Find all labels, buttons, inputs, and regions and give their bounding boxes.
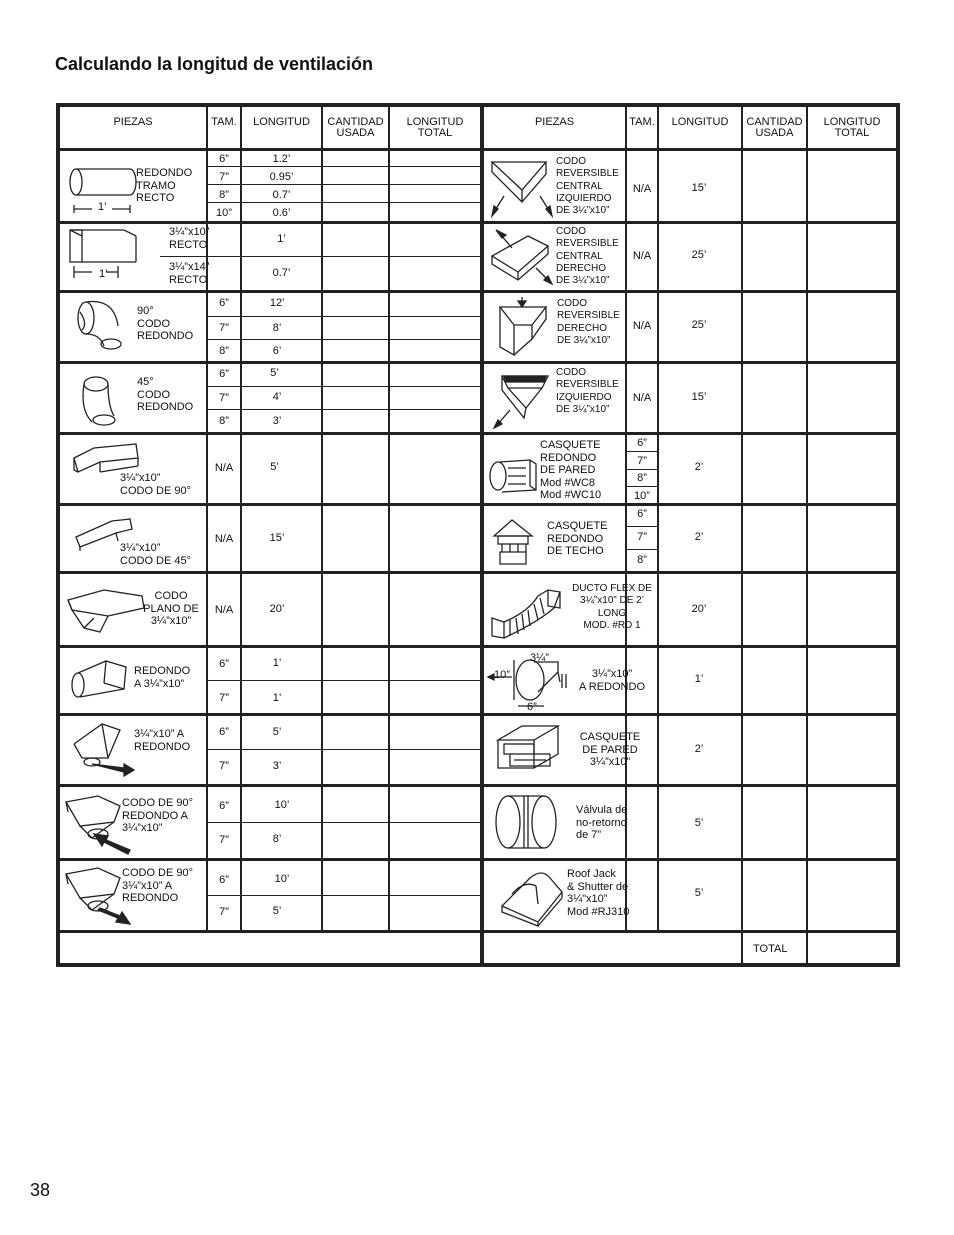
piece-label: REDONDO A 3¼”x10” (134, 665, 191, 690)
row-rule (60, 432, 896, 435)
length-cell: 2’ (694, 461, 704, 473)
piece-label: CODO DE 90° REDONDO A 3¼”x10” (122, 797, 194, 834)
length-cell: 0.95’ (269, 171, 294, 183)
size-cell: 7” (637, 531, 647, 543)
table-center-divider (480, 103, 484, 967)
rect-wall-cap-icon (490, 718, 574, 778)
sub-rule (206, 184, 482, 185)
sub-rule (206, 386, 482, 387)
length-cell: 20’ (269, 603, 285, 615)
length-cell: 0.7’ (272, 267, 291, 279)
length-cell: 12' (269, 297, 285, 309)
piece-label: 45° CODO REDONDO (137, 376, 194, 413)
size-cell: 6” (219, 874, 229, 886)
row-rule (60, 784, 896, 787)
row-rule (60, 571, 896, 574)
col-rule (388, 107, 390, 930)
length-cell: 4’ (272, 391, 282, 403)
piece-label: CASQUETE DE PARED 3¼”x10” (579, 731, 641, 768)
size-cell: 8” (219, 345, 229, 357)
size-cell: 8” (219, 415, 229, 427)
piece-label: 3¼”x10” CODO DE 90° (120, 472, 192, 497)
size-cell: 3¼”x14” RECTO (169, 261, 210, 286)
size-cell: 10” (216, 207, 232, 219)
row-rule (60, 290, 896, 293)
size-cell: 7” (219, 692, 229, 704)
piece-label: CODO PLANO DE 3¼”x10” (143, 590, 199, 627)
length-cell: 5’ (694, 817, 704, 829)
sub-rule (206, 339, 482, 340)
sub-rule (625, 526, 657, 527)
sub-rule (625, 549, 657, 550)
dim-label: 1’ (98, 201, 107, 213)
row-rule (60, 858, 896, 861)
piece-label: 3¼”x10” A REDONDO (578, 668, 645, 693)
size-cell: 6” (637, 437, 647, 449)
round-roof-cap-icon (490, 516, 540, 568)
size-cell: 7” (219, 171, 229, 183)
length-cell: 8’ (272, 322, 282, 334)
round-to-rect-transition-icon (68, 655, 134, 705)
size-cell: 7” (219, 322, 229, 334)
size-cell: N/A (632, 250, 652, 262)
size-cell: 7” (637, 455, 647, 467)
piece-label: CODO DE 90° 3¼”x10” A REDONDO (122, 867, 194, 904)
check-valve-icon (488, 790, 568, 854)
length-cell: 1’ (272, 657, 282, 669)
size-cell: N/A (214, 604, 234, 616)
reversible-center-left-elbow-icon (488, 156, 554, 218)
length-cell: 25’ (691, 249, 707, 261)
size-cell: 6” (219, 297, 229, 309)
header-longitud-total: LONGITUD TOTAL (823, 116, 881, 139)
header-longitud: LONGITUD (671, 116, 729, 128)
sub-rule (206, 316, 482, 317)
sub-rule (625, 486, 657, 487)
sub-rule (625, 451, 657, 452)
header-rule (60, 148, 896, 151)
row-rule (60, 713, 896, 716)
length-cell: 15’ (269, 532, 285, 544)
length-cell: 1’ (272, 692, 282, 704)
length-cell: 5’ (272, 905, 282, 917)
piece-label: 90° CODO REDONDO (137, 305, 194, 342)
dim-label: 10” (494, 669, 510, 681)
length-cell: 15’ (691, 182, 707, 194)
flex-duct-icon (488, 582, 568, 640)
sub-rule (206, 822, 482, 823)
col-rule (806, 107, 808, 963)
length-cell: 5’ (270, 461, 279, 473)
piece-label: Válvula de no-retorno de 7” (576, 804, 628, 841)
length-cell: 1’ (277, 233, 286, 245)
dim-label: 1’ (99, 268, 108, 280)
length-cell: 5’ (270, 367, 279, 379)
length-cell: 10’ (274, 873, 290, 885)
length-cell: 5’ (272, 726, 282, 738)
piece-label: REDONDO TRAMO RECTO (136, 167, 193, 204)
size-cell: 3¼”x10” RECTO (169, 226, 210, 251)
length-cell: 3’ (272, 415, 282, 427)
sub-rule (625, 469, 657, 470)
reversible-left-elbow-icon (490, 366, 554, 430)
size-cell: 8” (637, 554, 647, 566)
size-cell: 6” (219, 800, 229, 812)
row-rule (60, 221, 896, 224)
size-cell: 8” (219, 189, 229, 201)
sub-rule (206, 749, 482, 750)
piece-label: CODO REVERSIBLE DERECHO DE 3¼”x10” (557, 298, 620, 346)
header-tam: TAM. (629, 116, 655, 128)
size-cell: 6” (219, 153, 229, 165)
length-cell: 1’ (694, 673, 704, 685)
size-cell: 8” (637, 472, 647, 484)
dim-label: 6” (527, 701, 537, 713)
size-cell: 7” (219, 906, 229, 918)
row-rule (60, 930, 896, 933)
piece-label: 3¼”x10” A REDONDO (134, 728, 191, 753)
piece-label: 3¼”x10” CODO DE 45° (120, 542, 192, 567)
reversible-center-right-elbow-icon (488, 226, 554, 288)
round-wall-cap-icon (486, 454, 542, 500)
piece-label: CODO REVERSIBLE CENTRAL IZQUIERDO DE 3¼”x10” (556, 156, 619, 217)
length-cell: 25’ (691, 319, 707, 331)
piece-label: Roof Jack & Shutter de 3¼”x10” Mod #RJ310 (567, 868, 630, 918)
length-cell: 5’ (694, 887, 704, 899)
round-90-elbow-icon (74, 296, 134, 356)
sub-rule (160, 256, 482, 257)
size-cell: 7” (219, 834, 229, 846)
size-cell: N/A (214, 533, 234, 545)
size-cell: N/A (632, 392, 652, 404)
size-cell: 6” (637, 508, 647, 520)
size-cell: 6” (219, 726, 229, 738)
sub-rule (206, 680, 482, 681)
size-cell: 6” (219, 658, 229, 670)
length-cell: 2’ (694, 531, 704, 543)
header-cantidad: CANTIDAD USADA (746, 116, 803, 139)
piece-label: CODO REVERSIBLE IZQUIERDO DE 3¼”x10” (556, 367, 619, 415)
round-45-elbow-icon (78, 370, 128, 430)
header-piezas: PIEZAS (534, 116, 575, 128)
header-cantidad: CANTIDAD USADA (327, 116, 384, 139)
sub-rule (206, 409, 482, 410)
length-cell: 3’ (272, 760, 282, 772)
roof-jack-icon (498, 862, 568, 926)
col-rule (657, 107, 659, 930)
row-rule (60, 645, 896, 648)
reversible-right-elbow-icon (492, 295, 554, 359)
sub-rule (206, 202, 482, 203)
dim-label: 3¼” (530, 652, 549, 664)
size-cell: N/A (632, 320, 652, 332)
length-cell: 10’ (274, 799, 290, 811)
total-label: TOTAL (753, 943, 788, 955)
length-cell: 2’ (694, 743, 704, 755)
size-cell: N/A (632, 183, 652, 195)
sub-rule (206, 166, 482, 167)
row-rule (60, 361, 896, 364)
length-cell: 8’ (272, 833, 282, 845)
length-cell: 20’ (691, 603, 707, 615)
piece-label: CASQUETE REDONDO DE PARED Mod #WC8 Mod #WC10 (540, 439, 602, 501)
size-cell: 6” (219, 368, 229, 380)
length-cell: 15’ (691, 391, 707, 403)
col-rule (741, 107, 743, 963)
piece-label: CASQUETE REDONDO DE TECHO (547, 520, 608, 557)
sub-rule (206, 895, 482, 896)
size-cell: 7” (219, 392, 229, 404)
piece-label: CODO REVERSIBLE CENTRAL DERECHO DE 3¼”x10” (556, 226, 619, 287)
size-cell: N/A (214, 462, 234, 474)
header-longitud-total: LONGITUD TOTAL (406, 116, 464, 139)
page-number: 38 (30, 1180, 51, 1200)
flat-elbow-icon (64, 584, 154, 636)
row-rule (60, 503, 896, 506)
header-tam: TAM. (211, 116, 237, 128)
length-cell: 0.6’ (272, 207, 291, 219)
size-cell: 10” (634, 490, 650, 502)
length-cell: 0.7’ (272, 189, 291, 201)
header-longitud: LONGITUD (253, 116, 310, 128)
page-title: Calculando la longitud de ventilación (55, 54, 374, 74)
size-cell: 7” (219, 760, 229, 772)
rect-to-round-transition-icon (68, 718, 138, 778)
header-piezas: PIEZAS (113, 116, 153, 128)
piece-label: DUCTO FLEX DE 3¼”x10” DE 2’ LONG MOD. #RD 1 (572, 583, 652, 631)
length-cell: 6’ (272, 345, 282, 357)
length-cell: 1.2’ (272, 153, 291, 165)
